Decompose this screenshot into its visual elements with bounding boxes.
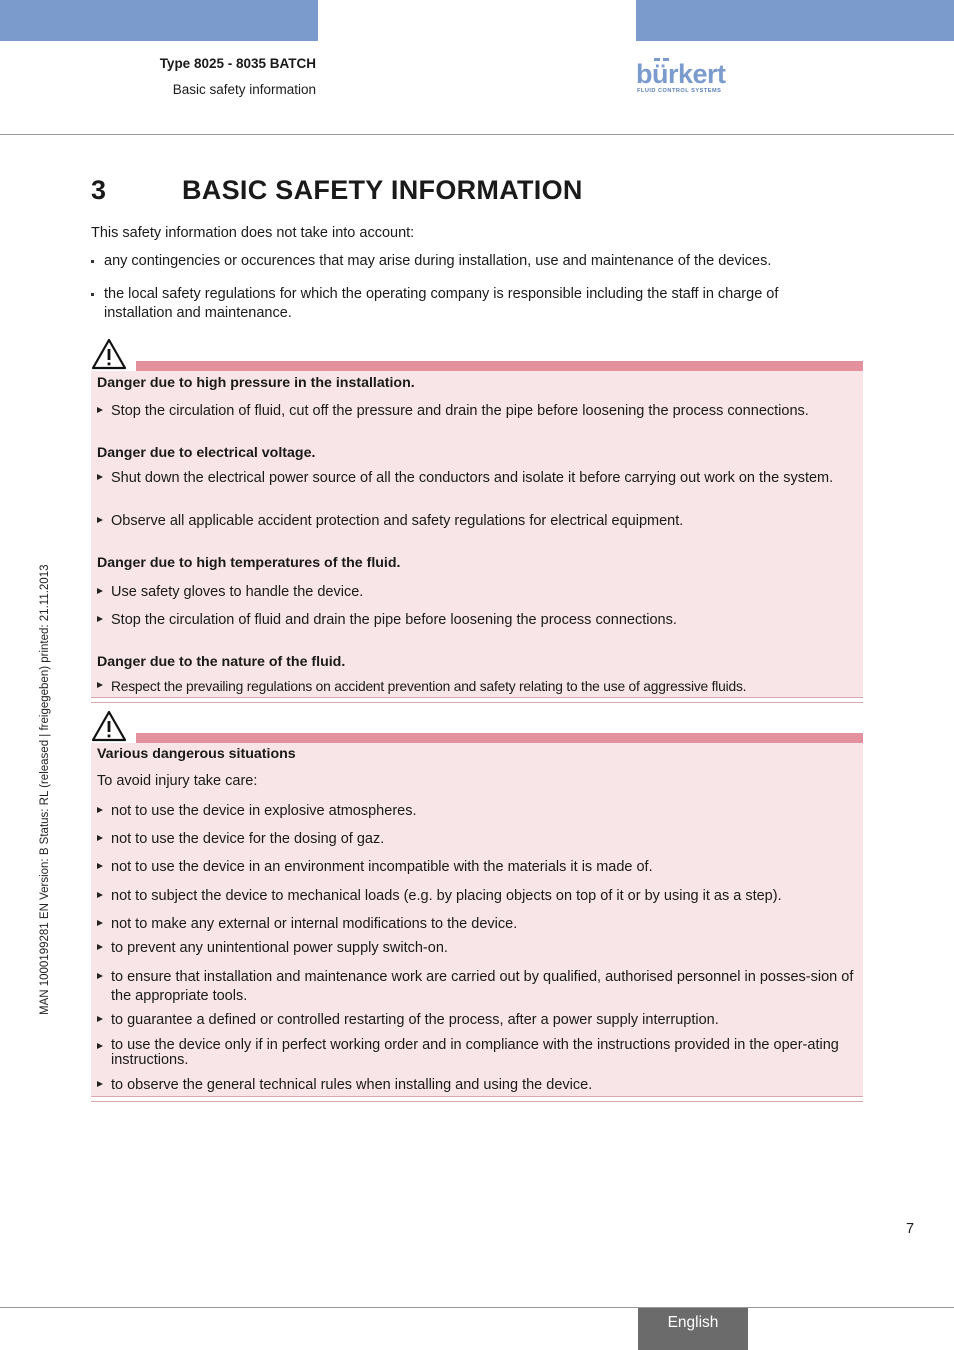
warning-triangle-icon [91, 338, 127, 370]
arrow-right-icon [97, 474, 103, 480]
language-tab: English [638, 1308, 748, 1350]
arrow-right-icon [97, 682, 103, 688]
list-item: Observe all applicable accident protection and safety regulations for electrical equipment. [97, 512, 857, 531]
list-item: Shut down the electrical power source of all the conductors and isolate it before carrying out work on the system. [97, 469, 857, 488]
warning-heading: Danger due to high pressure in the installation. [97, 375, 415, 391]
arrow-right-icon [97, 892, 103, 898]
section-number: 3 [91, 175, 107, 205]
warning-heading: Danger due to high temperatures of the fluid. [97, 555, 401, 571]
warning-box-bottom-rule [91, 697, 863, 703]
list-item: Respect the prevailing regulations on accident prevention and safety relating to the use of aggressive fluids. [97, 677, 857, 696]
list-item: not to make any external or internal modifications to the device. [97, 915, 857, 934]
arrow-right-icon [97, 973, 103, 979]
arrow-right-icon [97, 835, 103, 841]
list-item: not to use the device in explosive atmospheres. [97, 802, 857, 821]
warning-intro: To avoid injury take care: [97, 773, 258, 789]
list-item: Stop the circulation of fluid, cut off the pressure and drain the pipe before loosening the process connections. [97, 402, 857, 421]
arrow-right-icon [97, 407, 103, 413]
warning-triangle-icon [91, 710, 127, 742]
chapter-subtitle: Basic safety information [172, 82, 316, 97]
list-item: not to subject the device to mechanical loads (e.g. by placing objects on top of it or by using it as a step). [97, 887, 857, 906]
page-number: 7 [906, 1221, 915, 1237]
warning-header-bar [136, 361, 863, 371]
list-item: Use safety gloves to handle the device. [97, 583, 857, 602]
warning-header-bar [136, 733, 863, 743]
warning-heading: Danger due to electrical voltage. [97, 445, 316, 461]
arrow-right-icon [97, 1043, 103, 1049]
section-title: BASIC SAFETY INFORMATION [182, 175, 583, 205]
bullet-square-icon [91, 293, 94, 296]
list-item: not to use the device in an environment incompatible with the materials it is made of. [97, 858, 857, 877]
logo-tagline: FLUID CONTROL SYSTEMS [637, 88, 722, 94]
footer-divider [0, 1307, 954, 1308]
list-item: to guarantee a defined or controlled restarting of the process, after a power supply interruption. [97, 1011, 857, 1030]
arrow-right-icon [97, 807, 103, 813]
arrow-right-icon [97, 1081, 103, 1087]
bullet-square-icon [91, 260, 94, 263]
warning-box-bottom-rule [91, 1096, 863, 1102]
list-item: not to use the device for the dosing of gaz. [97, 830, 857, 849]
arrow-right-icon [97, 920, 103, 926]
warning-heading: Danger due to the nature of the fluid. [97, 654, 346, 670]
arrow-right-icon [97, 616, 103, 622]
arrow-right-icon [97, 1016, 103, 1022]
list-item: to observe the general technical rules when installing and using the device. [97, 1076, 857, 1095]
list-item: to use the device only if in perfect working order and in compliance with the instructions provided in the oper-ating instructions. [97, 1038, 857, 1068]
list-item: to prevent any unintentional power supply switch-on. [97, 939, 857, 958]
list-item: Stop the circulation of fluid and drain the pipe before loosening the process connections. [97, 611, 857, 630]
burkert-logo [636, 58, 746, 98]
header-bar-right [636, 0, 954, 41]
section-intro: This safety information does not take into account: [91, 225, 415, 241]
warning-heading: Various dangerous situations [97, 746, 296, 762]
arrow-right-icon [97, 863, 103, 869]
list-item: to ensure that installation and maintenance work are carried out by qualified, authorised personnel in posses-sion of the appropriate tools. [97, 968, 857, 1006]
header-bar-left [0, 0, 318, 41]
arrow-right-icon [97, 517, 103, 523]
document-title: Type 8025 - 8035 BATCH [159, 56, 316, 71]
document-metadata-side-note: MAN 1000199281 EN Version: B Status: RL (released | freigegeben) printed: 21.11.2013 [39, 564, 51, 1015]
logo-wordmark: bürkert [636, 59, 726, 89]
header-divider [0, 134, 954, 135]
arrow-right-icon [97, 944, 103, 950]
arrow-right-icon [97, 588, 103, 594]
